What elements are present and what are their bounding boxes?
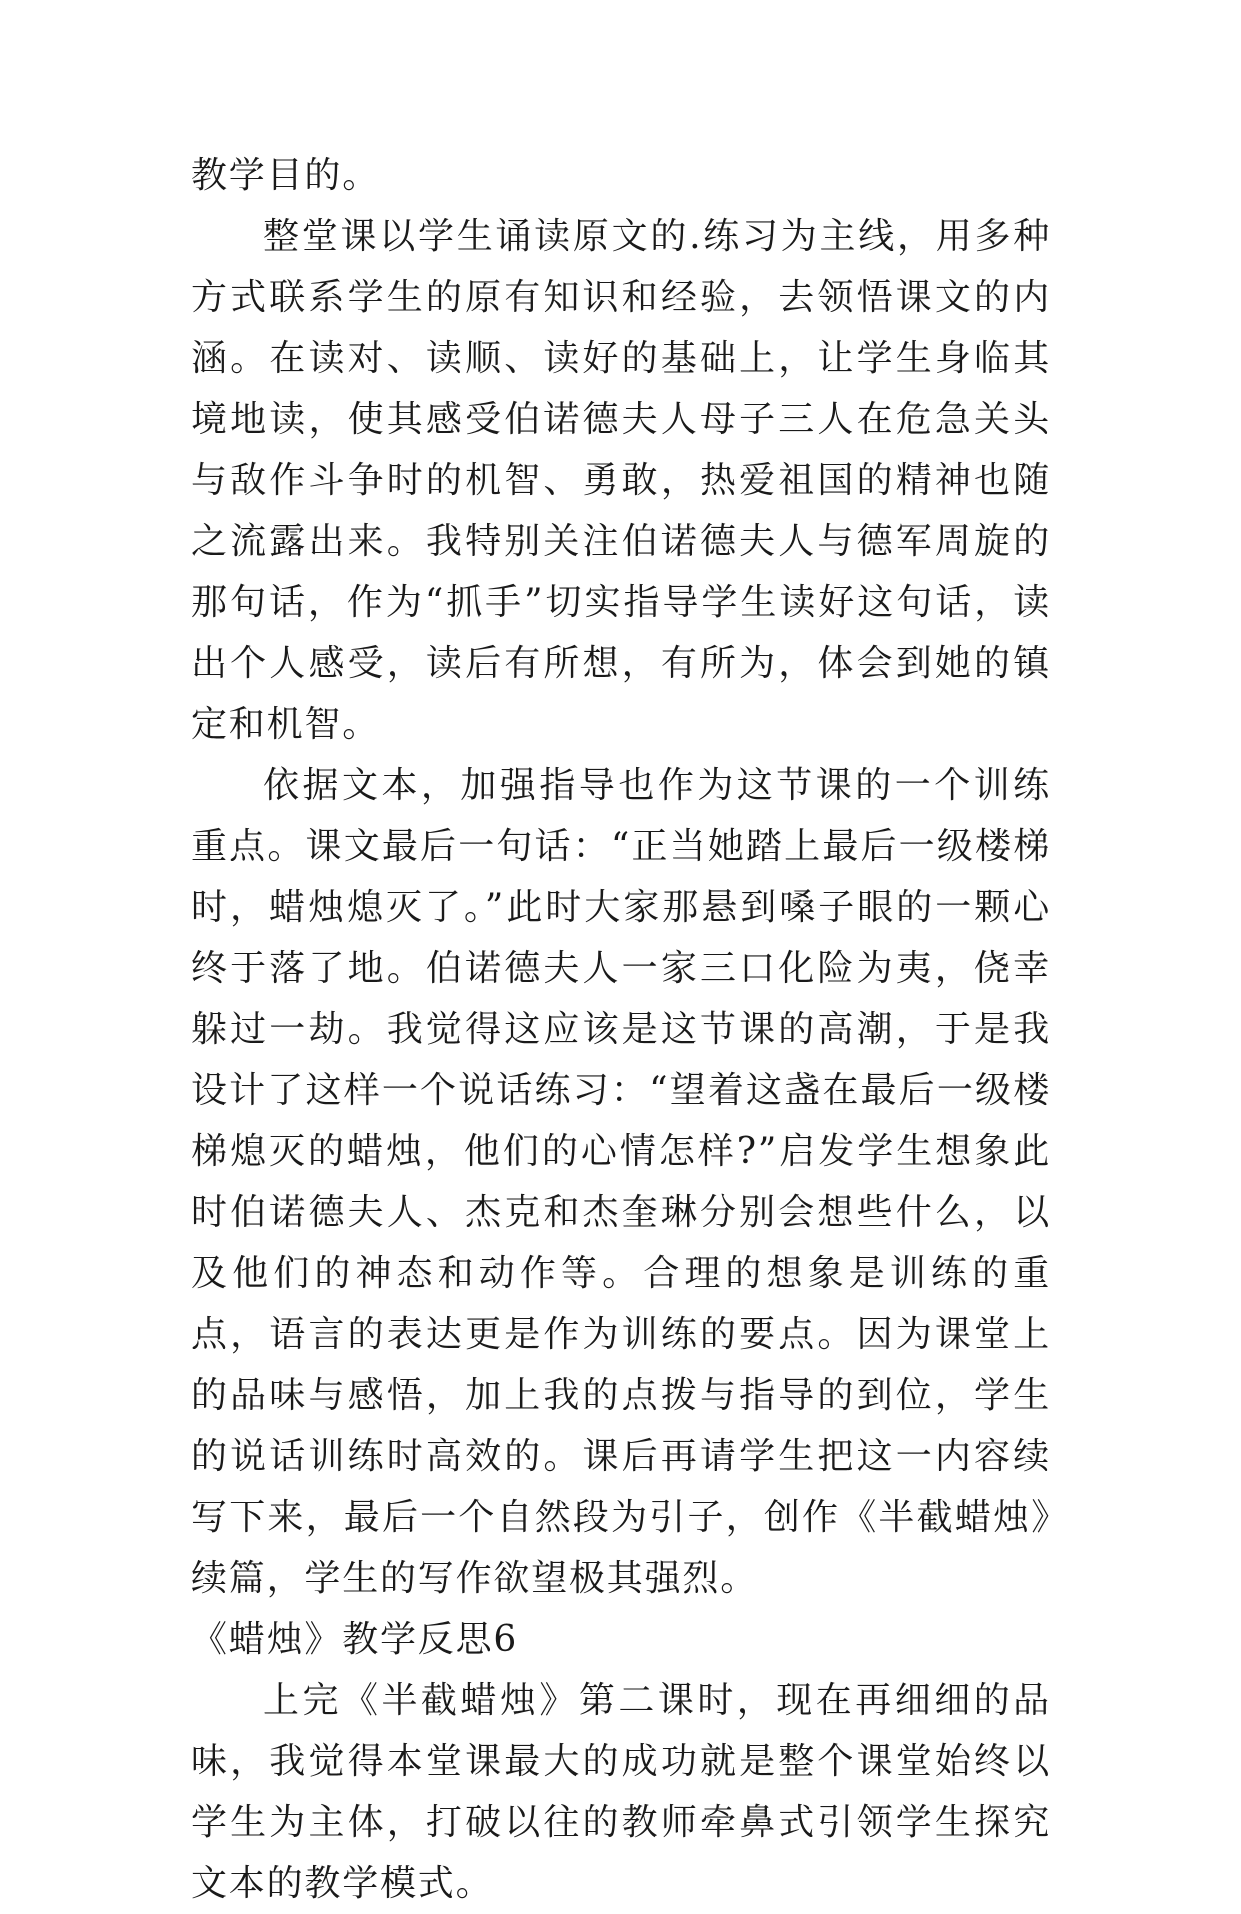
section-heading: 《蜡烛》教学反思6 [191,1619,519,1660]
paragraph-reflection-6: 上完《半截蜡烛》第二课时，现在再细细的品味，我觉得本堂课最大的成功就是整个课堂始终以学生为主体，打破以往的教师牵鼻式引领学生探究文本的教学模式。 [191,1680,1051,1904]
document-page [191,145,1051,1914]
paragraph-speaking-training: 依据文本，加强指导也作为这节课的一个训练重点。课文最后一句话：“正当她踏上最后一级楼梯时，蜡烛熄灭了。”此时大家那悬到嗓子眼的一颗心终于落了地。伯诺德夫人一家三口化险为夷，侥幸躲过一劫。我觉得这应该是这节课的高潮，于是我设计了这样一个说话练习：“望着这盏在最后一级楼梯熄灭的蜡烛，他们的心情怎样?”启发学生想象此时伯诺德夫人、杰克和杰奎琳分别会想些什么，以及他们的神态和动作等。合理的想象是训练的重点，语言的表达更是作为训练的要点。因为课堂上的品味与感悟，加上我的点拨与指导的到位，学生的说话训练时高效的。课后再请学生把这一内容续写下来，最后一个自然段为引子，创作《半截蜡烛》续篇，学生的写作欲望极其强烈。 [191,765,1051,1599]
paragraph-reading-practice: 整堂课以学生诵读原文的.练习为主线，用多种方式联系学生的原有知识和经验，去领悟课文的内涵。在读对、读顺、读好的基础上，让学生身临其境地读，使其感受伯诺德夫人母子三人在危急关头与敌作斗争时的机智、勇敢，热爱祖国的精神也随之流露出来。我特别关注伯诺德夫人与德军周旋的那句话，作为“抓手”切实指导学生读好这句话，读出个人感受，读后有所想，有所为，体会到她的镇定和机智。 [191,216,1051,745]
paragraph-intro-fragment: 教学目的。 [191,155,381,196]
